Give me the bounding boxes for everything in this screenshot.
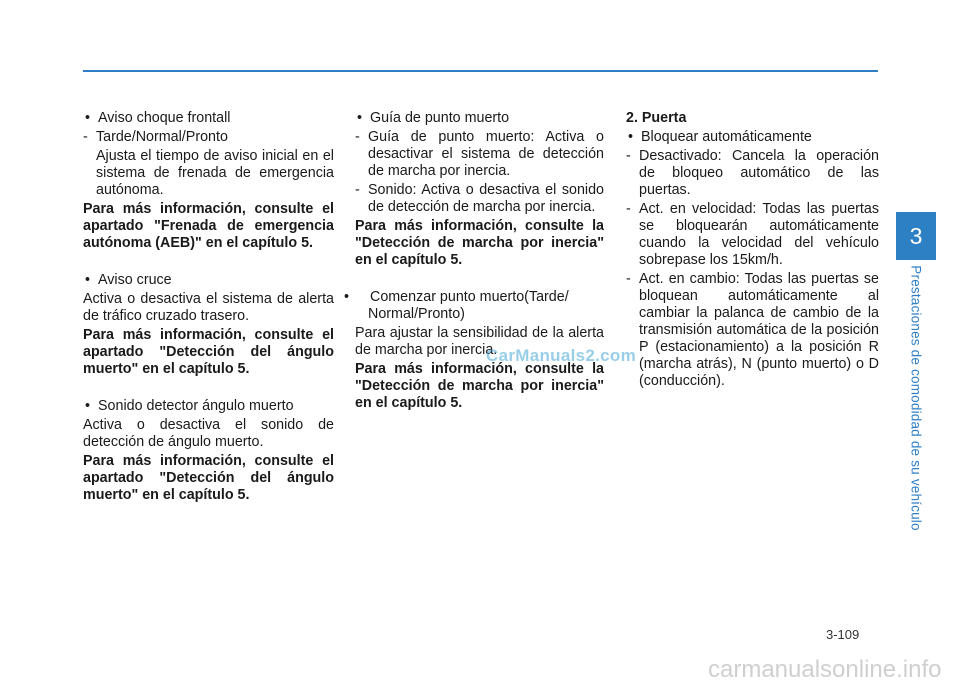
info-note-inercia: Para más información, consulte la "Detección de marcha por inercia" en el capítulo 5. <box>355 218 604 268</box>
timing-description: Ajusta el tiempo de aviso inicial en el sistema de frenada de emergencia autónoma. <box>96 148 334 198</box>
aviso-cruce-description: Activa o desactiva el sistema de alerta de tráfico cruzado trasero. <box>83 291 334 324</box>
watermark: CarManuals2.com <box>486 346 636 365</box>
bullet-sonido-detector: • Sonido detector ángulo muerto <box>83 398 334 415</box>
chapter-tab: 3 <box>896 212 936 260</box>
column-1 <box>83 110 334 506</box>
dash-item-desactivado: - Desactivado: Cancela la operación de bloqueo automático de las puertas. <box>626 148 879 199</box>
dash-item-velocidad: - Act. en velocidad: Todas las puertas se bloquearán automáticamente cuando la velocidad del vehículo sobrepase los 15km/h. <box>626 201 879 269</box>
dash-item-timing: - Tarde/Normal/Pronto <box>83 129 334 146</box>
dash-item-guia: - Guía de punto muerto: Activa o desactivar el sistema de detección de marcha por inercia. <box>355 129 604 180</box>
column-2 <box>355 110 604 414</box>
column-3 <box>626 110 879 392</box>
header-rule <box>83 70 878 72</box>
bullet-guia-punto-muerto: • Guía de punto muerto <box>355 110 604 127</box>
bullet-comenzar-punto-muerto: • Comenzar punto muerto(Tarde/ Normal/Pronto) <box>355 289 604 323</box>
chapter-side-title: Prestaciones de comodidad de su vehículo <box>908 265 924 531</box>
section-heading-puerta: 2. Puerta <box>626 110 687 126</box>
comenzar-description: Para ajustar la sensibilidad de la alerta de marcha por inercia. <box>355 325 604 358</box>
info-note-aeb: Para más información, consulte el apartado "Frenada de emergencia autónoma (AEB)" en el capítulo 5. <box>83 201 334 251</box>
info-note-blind-spot: Para más información, consulte el apartado "Detección del ángulo muerto" en el capítulo 5. <box>83 327 334 377</box>
bullet-aviso-cruce: • Aviso cruce <box>83 272 334 289</box>
info-note-inercia-2: Para más información, consulte la "Detección de marcha por inercia" en el capítulo 5. <box>355 361 604 411</box>
dash-item-cambio: - Act. en cambio: Todas las puertas se bloquean automáticamente al cambiar la palanca de cambio de la transmisión automática de la posición P (estacionamiento) a la posición R (marcha atrás), N (punto muerto) o D (conducción). <box>626 271 879 390</box>
bullet-bloquear: • Bloquear automáticamente <box>626 129 879 146</box>
bullet-aviso-choque-frontal: • Aviso choque frontall <box>83 110 334 127</box>
sonido-detector-description: Activa o desactiva el sonido de detección de ángulo muerto. <box>83 417 334 450</box>
dash-item-sonido: - Sonido: Activa o desactiva el sonido de detección de marcha por inercia. <box>355 182 604 216</box>
info-note-blind-spot-2: Para más información, consulte el apartado "Detección del ángulo muerto" en el capítulo 5. <box>83 453 334 503</box>
page-number: 3-109 <box>826 627 860 642</box>
footer-watermark: carmanualsonline.info <box>708 656 942 683</box>
